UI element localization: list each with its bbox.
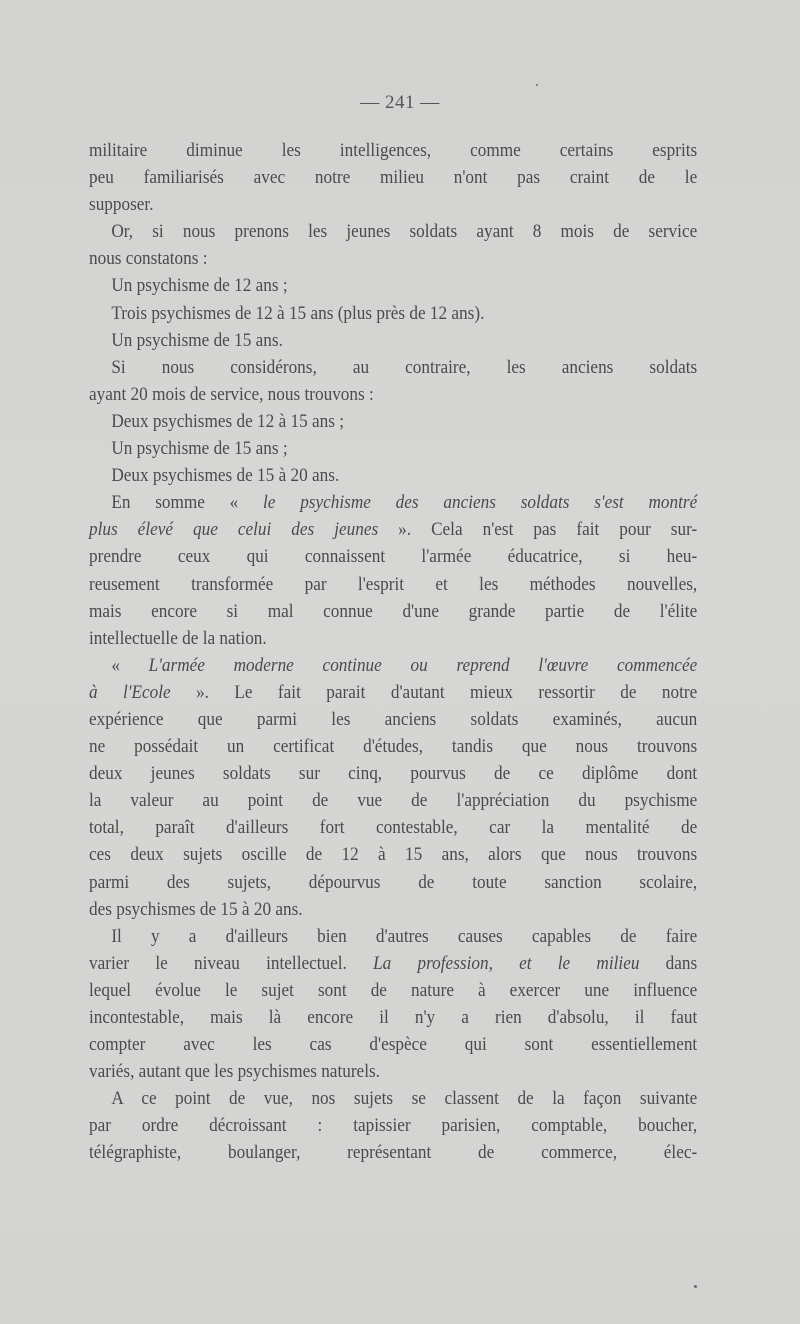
text-line: militaire diminue les intelligences, comme certains esprits xyxy=(89,141,698,161)
text-line xyxy=(89,490,697,517)
text-run: « xyxy=(111,655,149,676)
text-line: Il y a d'ailleurs bien d'autres causes capables de faire xyxy=(111,926,698,947)
text-run: dans xyxy=(639,953,698,974)
text-line: deux jeunes soldats sur cinq, pourvus de ce diplôme dont xyxy=(89,764,698,785)
text-line xyxy=(89,517,697,544)
italic-quote: le psychisme des anciens soldats s'est montré xyxy=(263,493,698,514)
list-item: Deux psychismes de 15 à 20 ans. xyxy=(111,466,340,487)
list-item: Un psychisme de 15 ans. xyxy=(111,330,283,351)
text-line: ayant 20 mois de service, nous trouvons : xyxy=(89,384,374,405)
text-line: mais encore si mal connue d'une grande partie de l'élite xyxy=(89,601,698,622)
scan-speck xyxy=(694,1285,697,1288)
text-line: incontestable, mais là encore il n'y a rien d'absolu, il faut xyxy=(89,1008,698,1028)
text-line xyxy=(89,951,697,978)
italic-quote: L'armée moderne continue ou reprend l'œuvre commencée xyxy=(148,655,698,676)
list-item: Trois psychismes de 12 à 15 ans (plus près de 12 ans). xyxy=(111,303,485,324)
text-line: par ordre décroissant : tapissier parisien, comptable, boucher, xyxy=(89,1116,698,1137)
text-run: ». Le fait parait d'autant mieux ressortir de notre xyxy=(170,682,698,703)
italic-quote: à l'Ecole xyxy=(89,682,171,703)
text-line: A ce point de vue, nos sujets se classent de la façon suivante xyxy=(111,1089,698,1110)
text-run: ». Cela n'est pas fait pour sur- xyxy=(378,520,698,541)
text-line: supposer. xyxy=(89,195,154,216)
text-line: peu familiarisés avec notre milieu n'ont pas craint de le xyxy=(89,168,698,189)
page-number: — 241 — xyxy=(360,92,440,113)
text-line: Or, si nous prenons les jeunes soldats ayant 8 mois de service xyxy=(111,222,698,243)
list-item: Un psychisme de 15 ans ; xyxy=(111,439,288,460)
text-run: En somme « xyxy=(111,493,264,514)
text-line: variés, autant que les psychismes naturels. xyxy=(89,1062,380,1083)
text-line: des psychismes de 15 à 20 ans. xyxy=(89,899,303,920)
text-line: parmi des sujets, dépourvus de toute sanction scolaire, xyxy=(89,872,698,893)
text-line xyxy=(89,680,697,707)
body-text xyxy=(89,138,697,1168)
list-item: Deux psychismes de 12 à 15 ans ; xyxy=(111,411,345,432)
text-line: lequel évolue le sujet sont de nature à exercer une influence xyxy=(89,980,698,1001)
italic-emphasis: La profession, et le milieu xyxy=(373,953,640,974)
text-line: la valeur au point de vue de l'appréciation du psychisme xyxy=(89,791,698,812)
text-line: Si nous considérons, au contraire, les anciens soldats xyxy=(111,357,698,378)
text-run: varier le niveau intellectuel. xyxy=(89,953,374,974)
text-line: intellectuelle de la nation. xyxy=(89,628,267,649)
italic-quote: plus élevé que celui des jeunes xyxy=(89,520,379,541)
text-line: télégraphiste, boulanger, représentant de commerce, élec- xyxy=(89,1143,698,1164)
text-line: expérience que parmi les anciens soldats examinés, aucun xyxy=(89,709,698,730)
text-line: ces deux sujets oscille de 12 à 15 ans, alors que nous trouvons xyxy=(89,845,698,866)
text-line: nous constatons : xyxy=(89,249,208,270)
text-line: reusement transformée par l'esprit et les méthodes nouvelles, xyxy=(89,574,698,595)
text-line: prendre ceux qui connaissent l'armée éducatrice, si heu- xyxy=(89,547,698,568)
list-item: Un psychisme de 12 ans ; xyxy=(111,276,288,297)
text-line: compter avec les cas d'espèce qui sont essentiellement xyxy=(89,1035,698,1056)
scan-speck xyxy=(536,84,538,86)
text-line: total, paraît d'ailleurs fort contestable, car la mentalité de xyxy=(89,818,698,839)
text-line xyxy=(89,653,697,680)
text-line: ne possédait un certificat d'études, tandis que nous trouvons xyxy=(89,737,698,758)
